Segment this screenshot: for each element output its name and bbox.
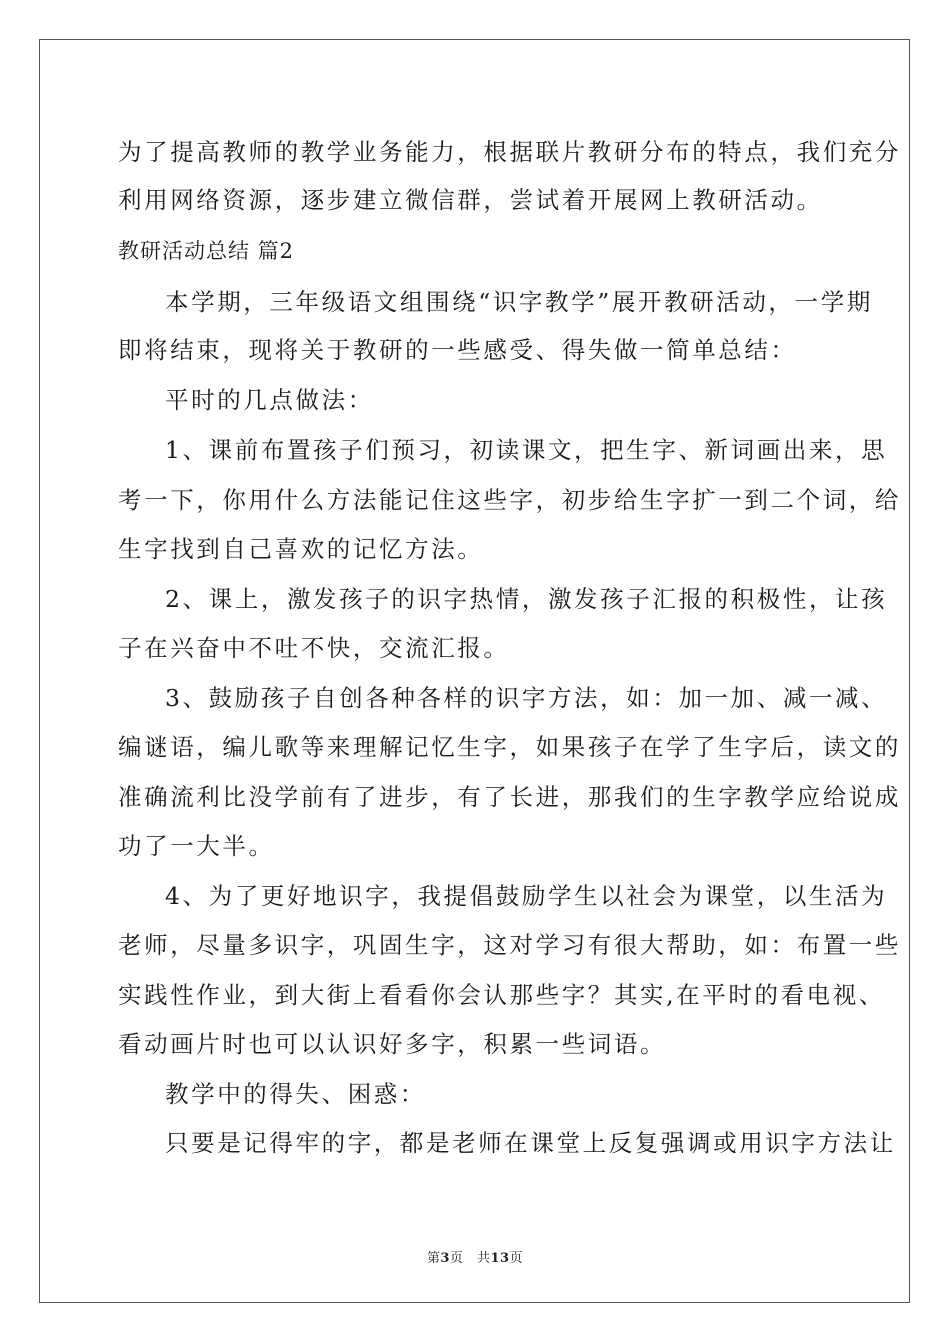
paragraph-line: 看动画片时也可以认识好多字，积累一些词语。 [118, 1030, 667, 1058]
paragraph-line: 教学中的得失、困惑： [165, 1080, 426, 1108]
page-number-total: 13 [490, 1251, 510, 1266]
paragraph-line: 3、鼓励孩子自创各种各样的识字方法，如：加一加、减一减、 [165, 684, 888, 712]
footer-suffix: 页 [509, 1251, 524, 1266]
page-border [39, 39, 910, 1303]
paragraph-line: 考一下，你用什么方法能记住这些字，初步给生字扩一到二个词，给 [118, 486, 901, 514]
paragraph-line: 4、为了更好地识字，我提倡鼓励学生以社会为课堂，以生活为 [165, 882, 888, 910]
paragraph-line: 准确流利比没学前有了进步，有了长进，那我们的生字教学应给说成 [118, 783, 901, 811]
page-footer [0, 1247, 950, 1266]
paragraph-line: 即将结束，现将关于教研的一些感受、得失做一简单总结： [118, 336, 797, 364]
paragraph-line: 本学期，三年级语文组围绕“识字教学”展开教研活动，一学期 [165, 288, 873, 316]
footer-prefix: 第 [426, 1251, 441, 1266]
footer-mid: 页 共 [449, 1251, 491, 1266]
page-number-current: 3 [440, 1251, 450, 1266]
paragraph-line: 1、课前布置孩子们预习，初读课文，把生字、新词画出来，思 [165, 436, 888, 464]
paragraph-line: 生字找到自己喜欢的记忆方法。 [118, 535, 484, 563]
paragraph-line: 老师，尽量多识字，巩固生字，这对学习有很大帮助，如：布置一些 [118, 931, 901, 959]
paragraph-line: 2、课上，激发孩子的识字热情，激发孩子汇报的积极性，让孩 [165, 585, 888, 613]
paragraph-line: 利用网络资源，逐步建立微信群，尝试着开展网上教研活动。 [118, 186, 823, 214]
section-heading: 教研活动总结 篇2 [118, 239, 295, 263]
paragraph-line: 实践性作业，到大街上看看你会认那些字？其实,在平时的看电视、 [118, 981, 885, 1009]
paragraph-line: 只要是记得牢的字，都是老师在课堂上反复强调或用识字方法让 [165, 1129, 896, 1157]
paragraph-line: 编谜语，编儿歌等来理解记忆生字，如果孩子在学了生字后，读文的 [118, 733, 901, 761]
paragraph-line: 功了一大半。 [118, 832, 275, 860]
paragraph-line: 子在兴奋中不吐不快，交流汇报。 [118, 634, 510, 662]
paragraph-line: 为了提高教师的教学业务能力，根据联片教研分布的特点，我们充分 [118, 138, 901, 166]
paragraph-line: 平时的几点做法： [165, 386, 374, 414]
